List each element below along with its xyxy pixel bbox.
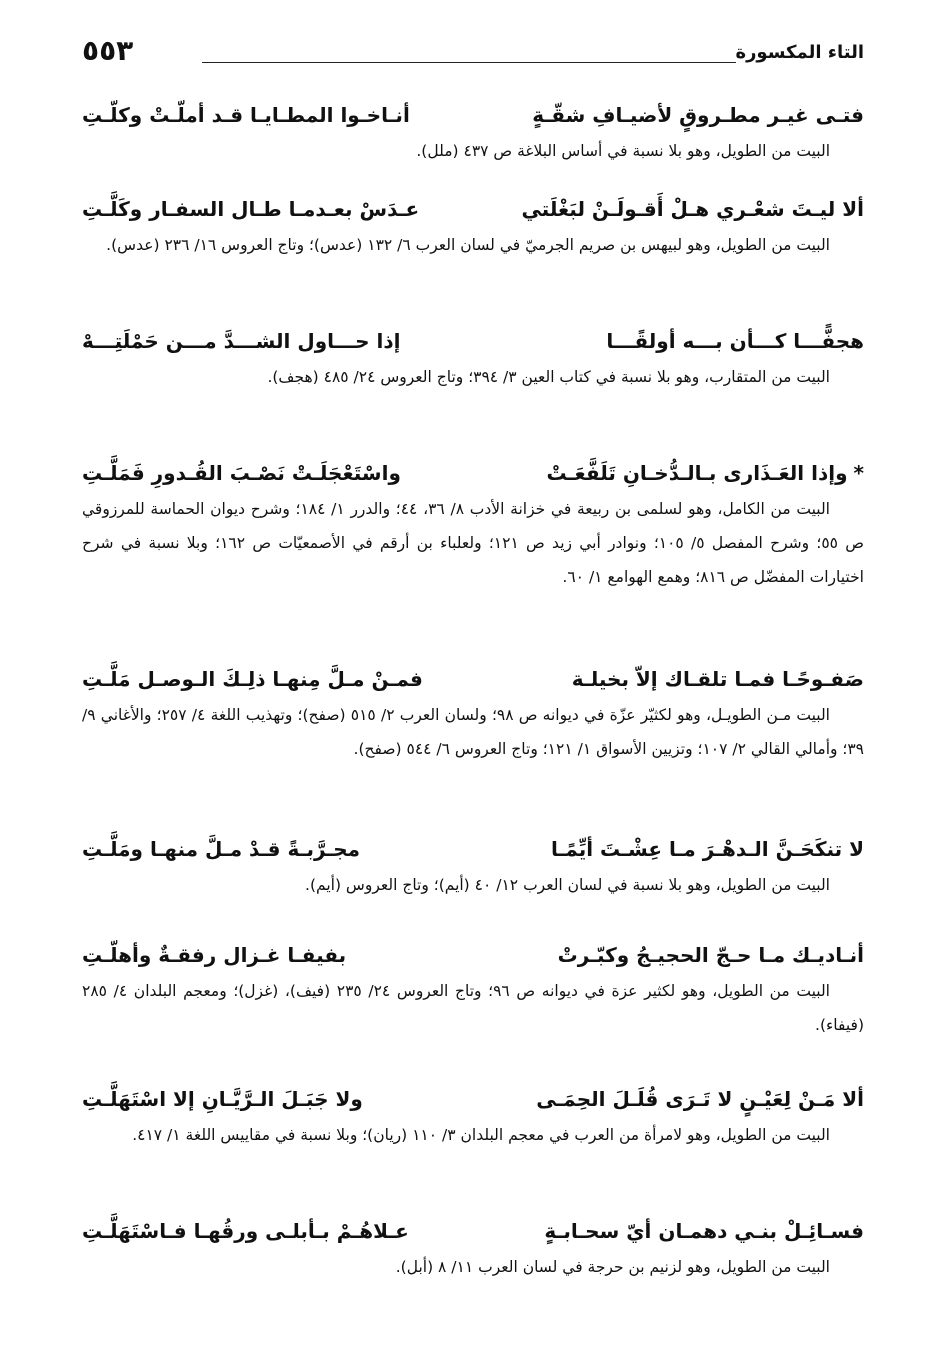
entry <box>82 830 864 902</box>
verse-note: البيت من الطويل، وهو لبيهس بن صريم الجرميّ في لسان العرب ٦/ ١٣٢ (عدس)؛ وتاج العروس ١٦/ ٢٣٦ (عدس). <box>106 236 830 254</box>
header-rule <box>202 62 736 63</box>
entry <box>82 660 864 766</box>
verse-second-hemistich: عـلاهُـمْ بـأبلـى ورقُهـا فـاسْتَهَلَّـتِ <box>82 1219 409 1243</box>
entry <box>82 1212 864 1284</box>
verse-first-hemistich: صَفـوحًـا فمـا تلقـاك إلاّ بخيلـة <box>571 667 864 691</box>
verse-second-hemistich: عـدَسْ بعـدمـا طـال السفـار وكَلَّـتِ <box>82 197 420 221</box>
verse-line <box>82 454 864 492</box>
verse-line <box>82 1080 864 1118</box>
verse-first-hemistich: فتـى غيـر مطـروقٍ لأضيـافِ شقّـةٍ <box>532 103 864 127</box>
verse-second-hemistich: فمـنْ مـلَّ مِنهـا ذلِـكَ الـوصـل مَلَّـتِ <box>82 667 423 691</box>
verse-note: البيت من الكامل، وهو لسلمى بن ربيعة في خزانة الأدب ٨/ ٣٦، ٤٤؛ والدرر ١/ ١٨٤؛ وشرح ديوان الحماسة للمرزوقي ص ٥٥؛ وشرح المفصل ٥/ ١٠٥؛ ونوادر أبي زيد ص ١٢١؛ ولعلباء بن أرقم في الأصمعيّات ص ١٦٢؛ وبلا نسبة في شرح اختيارات المفضّل ص ٨١٦؛ وهمع الهوامع ١/ ٦٠. <box>82 500 865 586</box>
verse-note: البيت من الطويل، وهو لامرأة من العرب في معجم البلدان ٣/ ١١٠ (ريان)؛ وبلا نسبة في مقاييس اللغة ١/ ٤١٧. <box>132 1126 830 1144</box>
verse-note: البيت مـن الطويـل، وهو لكثيّر عزّة في ديوانه ص ٩٨؛ ولسان العرب ٢/ ٥١٥ (صفح)؛ وتهذيب اللغة ٤/ ٢٥٧؛ والأغاني ٩/ ٣٩؛ وأمالي القالي ٢/ ١٠٧؛ وتزيين الأسواق ١/ ١٢١؛ وتاج العروس ٦/ ٥٤٤ (صفح). <box>82 706 864 758</box>
verse-line <box>82 660 864 698</box>
verse-line <box>82 1212 864 1250</box>
verse-line <box>82 936 864 974</box>
entry <box>82 454 864 594</box>
verse-first-hemistich: أنـاديـك مـا حـجّ الحجيـجُ وكبّـرتْ <box>557 943 864 967</box>
verse-second-hemistich: مجـرَّبـةً قـدْ مـلَّ منهـا ومَلَّـتِ <box>82 837 361 861</box>
verse-first-hemistich: هجفًّـــا كـــأن بـــه أولقًـــا <box>606 329 864 353</box>
entry <box>82 936 864 1042</box>
verse-line <box>82 190 864 228</box>
verse-first-hemistich: ألا مَـنْ لِعَيْـنٍ لا تَـرَى قُلَـلَ الحِمَـى <box>536 1087 864 1111</box>
verse-note: البيت من الطويل، وهو لزنيم بن حرجة في لسان العرب ١١/ ٨ (أبل). <box>395 1258 830 1276</box>
verse-note: البيت من الطويل، وهو بلا نسبة في لسان العرب ١٢/ ٤٠ (أيم)؛ وتاج العروس (أيم). <box>305 876 830 894</box>
verse-line <box>82 322 864 360</box>
page-number: ٥٥٣ <box>82 34 134 67</box>
verse-line <box>82 830 864 868</box>
entry <box>82 1080 864 1152</box>
verse-note: البيت من الطويل، وهو بلا نسبة في أساس البلاغة ص ٤٣٧ (ملل). <box>416 142 830 160</box>
verse-first-hemistich: لا تنكَحَـنَّ الـدهْـرَ مـا عِشْـتَ أيِّمًـا <box>550 837 864 861</box>
entry <box>82 96 864 168</box>
verse-second-hemistich: ولا جَبَـلَ الـرَّيَّـانِ إلا اسْتَهَلَّـتِ <box>82 1087 363 1111</box>
verse-note: البيت من الطويل، وهو لكثير عزة في ديوانه ص ٩٦؛ وتاج العروس ٢٤/ ٢٣٥ (فيف)، (غزل)؛ ومعجم البلدان ٤/ ٢٨٥ (فيفاء). <box>82 982 864 1034</box>
hemistich-text: وإذا العَـذَارى بـالـدُّخـانِ تَلَفَّعَـتْ <box>546 461 848 485</box>
page-header <box>82 34 864 72</box>
entry <box>82 190 864 262</box>
chapter-title: التاء المكسورة <box>735 42 864 63</box>
verse-first-hemistich: فسـائِـلْ بنـي دهمـان أيّ سحـابـةٍ <box>544 1219 864 1243</box>
verse-second-hemistich: واسْتَعْجَلَـتْ نَصْـبَ القُـدورِ فَمَلَّـتِ <box>82 461 401 485</box>
marker-asterisk: * <box>853 461 864 485</box>
verse-second-hemistich: بفيفـا غـزال رفقـةٌ وأهلّـتِ <box>82 943 347 967</box>
verse-second-hemistich: أنـاخـوا المطـايـا قـد أملّـتْ وكلّـتِ <box>82 103 410 127</box>
verse-second-hemistich: إذا حـــاول الشـــدَّ مـــن حَمْلَتِـــهْ <box>82 329 401 353</box>
verse-line <box>82 96 864 134</box>
verse-note: البيت من المتقارب، وهو بلا نسبة في كتاب العين ٣/ ٣٩٤؛ وتاج العروس ٢٤/ ٤٨٥ (هجف). <box>267 368 830 386</box>
entry <box>82 322 864 394</box>
verse-first-hemistich: ألا ليـتَ شعْـري هـلْ أَقـولَـنْ لبَغْلَتي <box>521 197 864 221</box>
verse-first-hemistich <box>547 454 864 492</box>
